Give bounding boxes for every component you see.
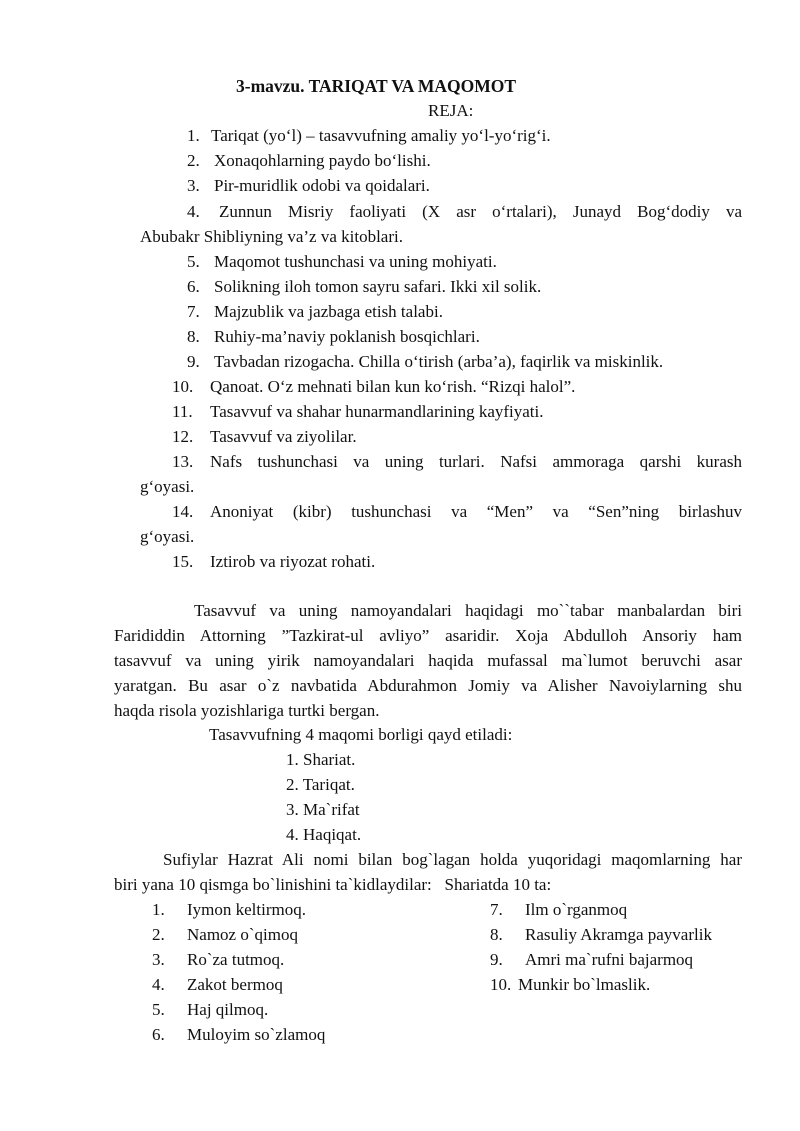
list-item-num: 1. (152, 900, 165, 919)
plan-item-num: 12. (172, 427, 194, 446)
paragraph-line: tasavvuf va uning yirik namoyandalari haqida mufassal ma`lumot beruvchi asar (114, 651, 742, 670)
list-item-text: Munkir bo`lmaslik. (518, 975, 651, 994)
plan-item-num: 7. (187, 302, 200, 321)
list-item-num: 4. (152, 975, 165, 994)
plan-item-text: Pir-muridlik odobi va qoidalari. (214, 176, 430, 195)
plan-item-continuation: Abubakr Shibliyning va’z va kitoblari. (140, 227, 403, 246)
plan-item-num: 3. (187, 176, 200, 195)
plan-item-num: 5. (187, 252, 200, 271)
plan-item-num: 1. (187, 126, 200, 145)
list-item-num: 9. (490, 950, 503, 969)
plan-item-continuation: g‘oyasi. (140, 477, 195, 496)
plan-item-text: Maqomot tushunchasi va uning mohiyati. (214, 252, 497, 271)
list-item-text: Zakot bermoq (187, 975, 283, 994)
plan-item-text: Anoniyat (kibr) tushunchasi va “Men” va “Sen”ning birlashuv (210, 502, 742, 521)
paragraph-line: Farididdin Attorning ”Tazkirat-ul avliyo” asaridir. Xoja Abdulloh Ansoriy ham (114, 626, 742, 645)
plan-item-text: Xonaqohlarning paydo bo‘lishi. (214, 151, 431, 170)
plan-item-text: Tariqat (yo‘l) – tasavvufning amaliy yo‘l-yo‘rig‘i. (211, 126, 551, 145)
plan-item-text: Tasavvuf va ziyolilar. (210, 427, 357, 446)
paragraph-line: biri yana 10 qismga bo`linishini ta`kidlaydilar: Shariatda 10 ta: (114, 875, 552, 894)
plan-item-num: 9. (187, 352, 200, 371)
list-item-num: 8. (490, 925, 503, 944)
list-item-text: Amri ma`rufni bajarmoq (525, 950, 694, 969)
plan-item-num: 8. (187, 327, 200, 346)
plan-heading: REJA: (428, 101, 474, 120)
list-item-num: 6. (152, 1025, 165, 1044)
plan-item-text: Tasavvuf va shahar hunarmandlarining kayfiyati. (210, 402, 544, 421)
plan-item-text: Iztirob va riyozat rohati. (210, 552, 376, 571)
plan-item-text: Tavbadan rizogacha. Chilla o‘tirish (arba’a), faqirlik va miskinlik. (214, 352, 664, 371)
maqom-intro: Tasavvufning 4 maqomi borligi qayd etiladi: (209, 725, 513, 744)
paragraph-line: haqda risola yozishlariga turtki bergan. (114, 701, 380, 720)
paragraph-line: Sufiylar Hazrat Ali nomi bilan bog`lagan holda yuqoridagi maqomlarning har (163, 850, 742, 869)
paragraph-line: yaratgan. Bu asar o`z navbatida Abdurahmon Jomiy va Alisher Navoiylarning shu (114, 676, 742, 695)
paragraph-line: Tasavvuf va uning namoyandalari haqidagi mo``tabar manbalardan biri (194, 601, 742, 620)
document-title: 3-mavzu. TARIQAT VA MAQOMOT (236, 76, 517, 96)
maqom-item: 3. Ma`rifat (286, 800, 360, 819)
list-item-text: Muloyim so`zlamoq (187, 1025, 326, 1044)
plan-item-text: Nafs tushunchasi va uning turlari. Nafsi ammoraga qarshi kurash (210, 452, 742, 471)
plan-item-text: Majzublik va jazbaga etish talabi. (214, 302, 443, 321)
plan-item-text: Qanoat. O‘z mehnati bilan kun ko‘rish. “Rizqi halol”. (210, 377, 576, 396)
list-item-text: Namoz o`qimoq (187, 925, 298, 944)
plan-item-text: Zunnun Misriy faoliyati (X asr o‘rtalari), Junayd Bog‘dodiy va (219, 202, 742, 221)
list-item-num: 3. (152, 950, 165, 969)
maqom-item: 2. Tariqat. (286, 775, 355, 794)
list-item-text: Iymon keltirmoq. (187, 900, 306, 919)
list-item-text: Ilm o`rganmoq (525, 900, 628, 919)
plan-item-text: Ruhiy-ma’naviy poklanish bosqichlari. (214, 327, 480, 346)
plan-item-num: 11. (172, 402, 193, 421)
list-item-num: 2. (152, 925, 165, 944)
maqom-item: 4. Haqiqat. (286, 825, 362, 844)
plan-item-num: 10. (172, 377, 194, 396)
plan-item-num: 13. (172, 452, 194, 471)
plan-item-num: 4. (187, 202, 200, 221)
plan-item-text: Solikning iloh tomon sayru safari. Ikki xil solik. (214, 277, 542, 296)
plan-item-num: 14. (172, 502, 194, 521)
list-item-text: Haj qilmoq. (187, 1000, 269, 1019)
list-item-num: 7. (490, 900, 503, 919)
list-item-num: 10. (490, 975, 512, 994)
plan-item-num: 2. (187, 151, 200, 170)
list-item-num: 5. (152, 1000, 165, 1019)
list-item-text: Rasuliy Akramga payvarlik (525, 925, 712, 944)
plan-item-continuation: g‘oyasi. (140, 527, 195, 546)
plan-item-num: 6. (187, 277, 200, 296)
plan-item-num: 15. (172, 552, 194, 571)
list-item-text: Ro`za tutmoq. (187, 950, 285, 969)
maqom-item: 1. Shariat. (286, 750, 356, 769)
